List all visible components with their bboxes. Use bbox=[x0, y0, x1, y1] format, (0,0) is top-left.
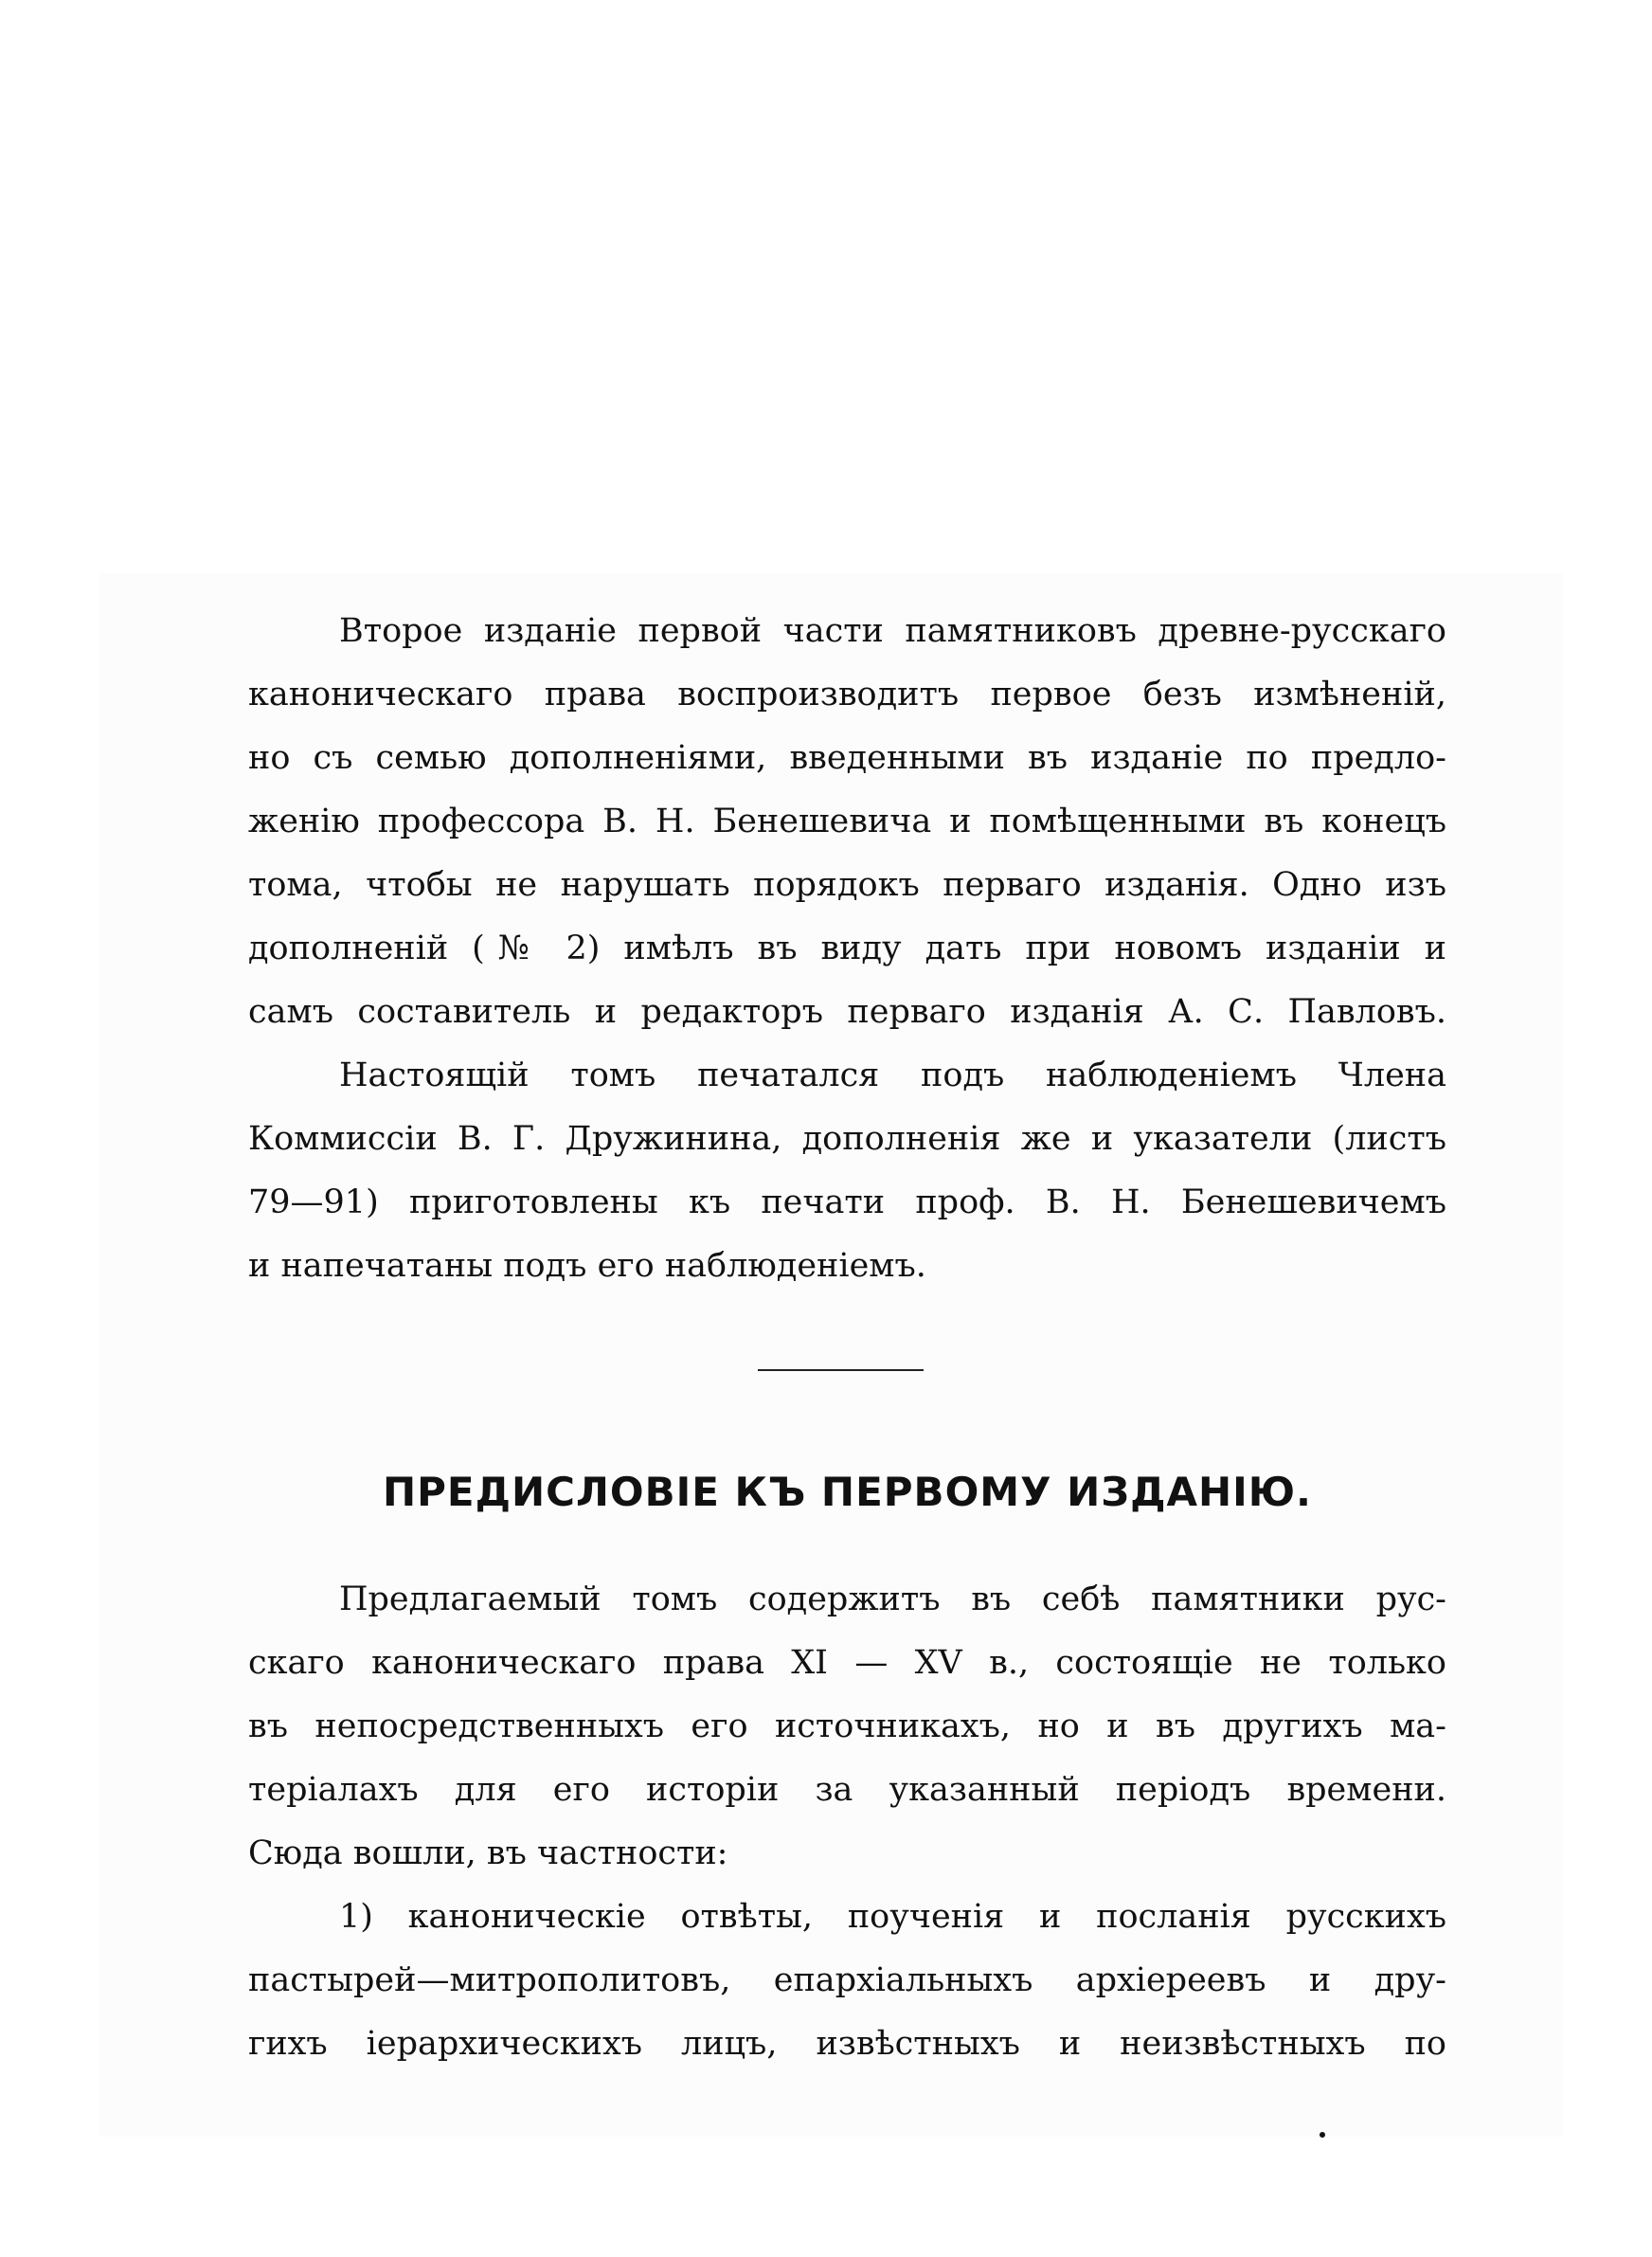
section-divider bbox=[758, 1369, 924, 1371]
text-line: пастырей—митрополитовъ, епархіальныхъ архіереевъ и дру- bbox=[248, 1961, 1446, 1999]
preface-paragraph-2 bbox=[248, 1886, 1446, 2076]
text-line: Настоящій томъ печатался подъ наблюденіемъ Члена bbox=[339, 1056, 1446, 1094]
preface-paragraph-1 bbox=[248, 1568, 1446, 1886]
text-line: Коммиссіи В. Г. Дружинина, дополненія же и указатели (листъ bbox=[248, 1120, 1446, 1158]
second-edition-paragraph-1 bbox=[248, 600, 1446, 1044]
print-speck bbox=[1320, 2132, 1325, 2138]
text-line: Сюда вошли, въ частности: bbox=[248, 1834, 728, 1872]
text-line: скаго каноническаго права XI — XV в., состоящіе не только bbox=[248, 1644, 1446, 1682]
text-line: Предлагаемый томъ содержитъ въ себѣ памятники рус- bbox=[339, 1580, 1446, 1618]
text-line: и напечатаны подъ его наблюденіемъ. bbox=[248, 1247, 926, 1285]
text-line: въ непосредственныхъ его источникахъ, но и въ другихъ ма- bbox=[248, 1707, 1446, 1745]
text-line: каноническаго права воспроизводитъ первое безъ измѣненій, bbox=[248, 676, 1446, 713]
text-line: самъ составитель и редакторъ перваго изданія А. С. Павловъ. bbox=[248, 993, 1446, 1031]
text-line: гихъ іерархическихъ лицъ, извѣстныхъ и неизвѣстныхъ по bbox=[248, 2025, 1446, 2063]
text-line: но съ семью дополненіями, введенными въ изданіе по предло- bbox=[248, 739, 1446, 777]
text-line: дополненій (№ 2) имѣлъ въ виду дать при новомъ изданіи и bbox=[248, 930, 1446, 967]
text-line: теріалахъ для его исторіи за указанный періодъ времени. bbox=[248, 1771, 1446, 1809]
text-line: тома, чтобы не нарушать порядокъ перваго изданія. Одно изъ bbox=[248, 866, 1446, 904]
text-line: 79—91) приготовлены къ печати проф. В. Н. Бенешевичемъ bbox=[248, 1183, 1446, 1221]
preface-title: ПРЕДИСЛОВІЕ КЪ ПЕРВОМУ ИЗДАНІЮ. bbox=[382, 1469, 1313, 1515]
text-line: Второе изданіе первой части памятниковъ древне-русскаго bbox=[339, 612, 1446, 650]
second-edition-paragraph-2 bbox=[248, 1044, 1446, 1298]
text-line: 1) каноническіе отвѣты, поученія и посланія русскихъ bbox=[339, 1898, 1446, 1936]
text-line: женію профессора В. Н. Бенешевича и помѣщенными въ конецъ bbox=[248, 803, 1446, 840]
